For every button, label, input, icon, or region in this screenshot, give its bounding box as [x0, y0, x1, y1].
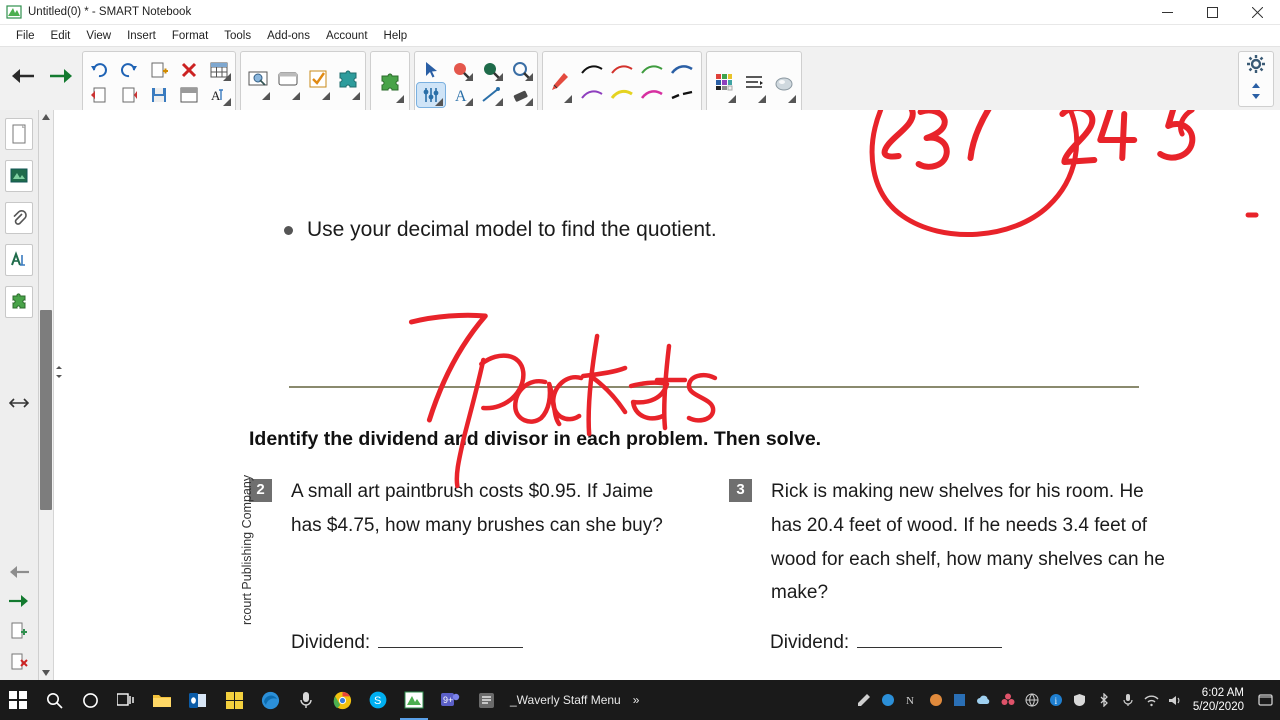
sidebar-gallery[interactable] [5, 160, 33, 192]
microsoft-store-icon[interactable] [216, 680, 252, 720]
windows-start-button[interactable] [0, 680, 36, 720]
sidebar-auto-hide[interactable] [6, 388, 32, 418]
windows-taskbar [0, 680, 1280, 720]
addons-button[interactable] [334, 57, 362, 101]
menu-file[interactable]: File [16, 29, 35, 42]
sidebar-properties[interactable] [5, 244, 33, 276]
sidebar-delete-page[interactable] [10, 653, 28, 676]
stroke-blue-button[interactable] [668, 58, 696, 82]
close-button[interactable] [1235, 0, 1280, 24]
bullet-dot-icon [284, 226, 293, 235]
active-window-label[interactable]: _Waverly Staff Menu [510, 693, 621, 707]
save-button[interactable] [145, 83, 173, 107]
check-tool-button[interactable] [304, 57, 332, 101]
window-controls [1145, 0, 1280, 24]
task-view-icon[interactable] [108, 680, 144, 720]
menu-view[interactable]: View [86, 29, 112, 42]
bluetooth-icon[interactable] [1093, 680, 1115, 720]
toolbar-group-fill [706, 51, 802, 113]
select-tool[interactable] [417, 58, 445, 82]
problem-number-badge: 2 [249, 479, 272, 502]
dividend-field-2 [291, 632, 523, 654]
problem-number-badge: 3 [729, 479, 752, 502]
flower-icon[interactable] [997, 680, 1019, 720]
undo-button[interactable] [85, 58, 113, 82]
transparency-button[interactable] [770, 60, 798, 104]
print-page-button[interactable] [115, 83, 143, 107]
menu-tools[interactable]: Tools [224, 29, 252, 42]
split-handle[interactable] [54, 365, 66, 379]
back-arrow-button[interactable] [6, 51, 40, 101]
sidebar-page-sorter[interactable] [5, 118, 33, 150]
edge-icon[interactable] [252, 680, 288, 720]
forward-arrow-button[interactable] [44, 51, 78, 101]
smart-notebook-icon [6, 4, 22, 20]
dividend-field-3 [770, 632, 1002, 654]
line-tool[interactable] [477, 83, 505, 107]
smart-notebook-taskbar-icon[interactable] [396, 680, 432, 720]
text-format-button[interactable] [205, 83, 233, 107]
stroke-purple-button[interactable] [578, 83, 606, 107]
screen-capture-button[interactable] [244, 57, 272, 101]
worksheet-heading: Identify the dividend and divisor in each problem. Then solve. [249, 428, 822, 450]
sidebar-addons[interactable] [5, 286, 33, 318]
workspace [0, 110, 1280, 680]
title-bar [0, 0, 1280, 25]
skype-icon[interactable] [360, 680, 396, 720]
horizontal-rule [289, 386, 1139, 388]
settings-gear-button[interactable] [1246, 54, 1266, 79]
menu-addons[interactable]: Add-ons [267, 29, 310, 42]
fill-color-button[interactable] [710, 60, 738, 104]
sidebar-attachments[interactable] [5, 202, 33, 234]
screen-shade-button[interactable] [175, 83, 203, 107]
menu-edit[interactable]: Edit [50, 29, 71, 42]
menu-bar [0, 25, 1280, 47]
stroke-dashed-button[interactable] [668, 83, 696, 107]
dividend-blank[interactable] [378, 633, 523, 648]
wifi-icon[interactable] [1141, 680, 1163, 720]
outlook-icon[interactable] [180, 680, 216, 720]
teams-icon[interactable] [432, 680, 468, 720]
eraser-tool[interactable] [507, 83, 535, 107]
stroke-red-button[interactable] [608, 58, 636, 82]
bullet-instruction-text: Use your decimal model to find the quotient. [307, 218, 717, 241]
maximize-button[interactable] [1190, 0, 1235, 24]
svg-text:9+: 9+ [443, 695, 454, 705]
toolbar-group-capture [240, 51, 366, 113]
svg-text:N: N [905, 695, 914, 707]
add-page-button[interactable] [145, 58, 173, 82]
search-icon[interactable] [36, 680, 72, 720]
shape-pen-tool[interactable] [507, 58, 535, 82]
sidebar-next-page[interactable] [8, 593, 30, 614]
svg-text:i: i [1054, 696, 1057, 706]
main-toolbar [0, 47, 1280, 118]
problem-2 [249, 475, 674, 543]
sidebar-bottom-controls [0, 564, 38, 676]
table-button[interactable] [205, 58, 233, 82]
notes-icon[interactable] [468, 680, 504, 720]
sidebar-previous-page[interactable] [8, 564, 30, 585]
page-scrollbar[interactable] [39, 110, 54, 680]
pen-tray-icon[interactable] [853, 680, 875, 720]
publisher-vertical-text: rcourt Publishing Company [240, 474, 254, 625]
stroke-black-button[interactable] [578, 58, 606, 82]
scroll-up-button[interactable] [39, 110, 53, 124]
toolbar-move-button[interactable] [1249, 82, 1263, 105]
edge-tray-icon[interactable] [877, 680, 899, 720]
line-properties-button[interactable] [740, 60, 768, 104]
menu-format[interactable]: Format [171, 29, 209, 42]
info-icon[interactable] [1045, 680, 1067, 720]
stroke-magenta-button[interactable] [638, 83, 666, 107]
toolbar-group-tools [414, 51, 538, 113]
clock-time: 6:02 AM [1201, 686, 1244, 699]
toolbar-group-measure [370, 51, 410, 113]
n-tray-icon[interactable] [901, 680, 923, 720]
dividend-blank[interactable] [857, 633, 1002, 648]
stroke-green-button[interactable] [638, 58, 666, 82]
problem-3 [729, 475, 1179, 610]
toolbar-group-pens [542, 51, 702, 113]
redo-button[interactable] [115, 58, 143, 82]
notebook-canvas[interactable] [54, 110, 1280, 680]
svg-text:A: A [455, 87, 467, 104]
taskbar-clock[interactable] [1189, 686, 1252, 715]
dividend-label: Dividend: [291, 632, 371, 653]
chrome-icon[interactable] [324, 680, 360, 720]
shield-icon[interactable] [1069, 680, 1091, 720]
toolbar-right-panel [1238, 51, 1274, 107]
onedrive-icon[interactable] [973, 680, 995, 720]
cortana-circle-icon[interactable] [72, 680, 108, 720]
menu-help[interactable]: Help [383, 29, 408, 42]
problem-text: A small art paintbrush costs $0.95. If Jaime has $4.75, how many brushes can she buy? [291, 481, 663, 536]
mic-icon[interactable] [1117, 680, 1139, 720]
measurement-tools-button[interactable] [374, 60, 406, 104]
open-page-button[interactable] [85, 83, 113, 107]
stroke-yellow-button[interactable] [608, 83, 636, 107]
pen-black-button[interactable] [546, 60, 574, 104]
delete-page-button[interactable] [175, 58, 203, 82]
text-tool[interactable] [447, 83, 475, 107]
creative-pen-tool[interactable] [447, 58, 475, 82]
shapes-tool[interactable] [477, 58, 505, 82]
pen-options-tool[interactable] [417, 83, 445, 107]
insert-shape-window-button[interactable] [274, 57, 302, 101]
toolbar-group-edit [82, 51, 236, 113]
minimize-button[interactable] [1145, 0, 1190, 24]
file-explorer-icon[interactable] [144, 680, 180, 720]
notification-icon[interactable] [1254, 680, 1276, 720]
scrollbar-thumb[interactable] [40, 310, 52, 510]
clock-date: 5/20/2020 [1192, 701, 1244, 713]
menu-insert[interactable]: Insert [127, 29, 156, 42]
orange-circle-icon[interactable] [925, 680, 947, 720]
scroll-down-button[interactable] [39, 666, 53, 680]
volume-icon[interactable] [1165, 680, 1187, 720]
sidebar-add-page[interactable] [10, 622, 28, 645]
recorder-icon[interactable] [288, 680, 324, 720]
svg-text:S: S [374, 695, 382, 707]
window-title: Untitled(0) * - SMART Notebook [28, 6, 192, 18]
globe-icon[interactable] [1021, 680, 1043, 720]
dividend-label: Dividend: [770, 632, 850, 653]
system-tray [853, 680, 1280, 720]
svg-text:A: A [211, 87, 221, 103]
left-sidebar [0, 110, 39, 680]
problem-text: Rick is making new shelves for his room. He has 20.4 feet of wood. If he needs 3.4 feet of wood for each shelf, how many shelves can he make? [771, 481, 1165, 604]
blue-doc-icon[interactable] [949, 680, 971, 720]
bullet-instruction [284, 218, 717, 242]
taskbar-overflow[interactable]: » [632, 693, 640, 707]
menu-account[interactable]: Account [325, 29, 368, 42]
